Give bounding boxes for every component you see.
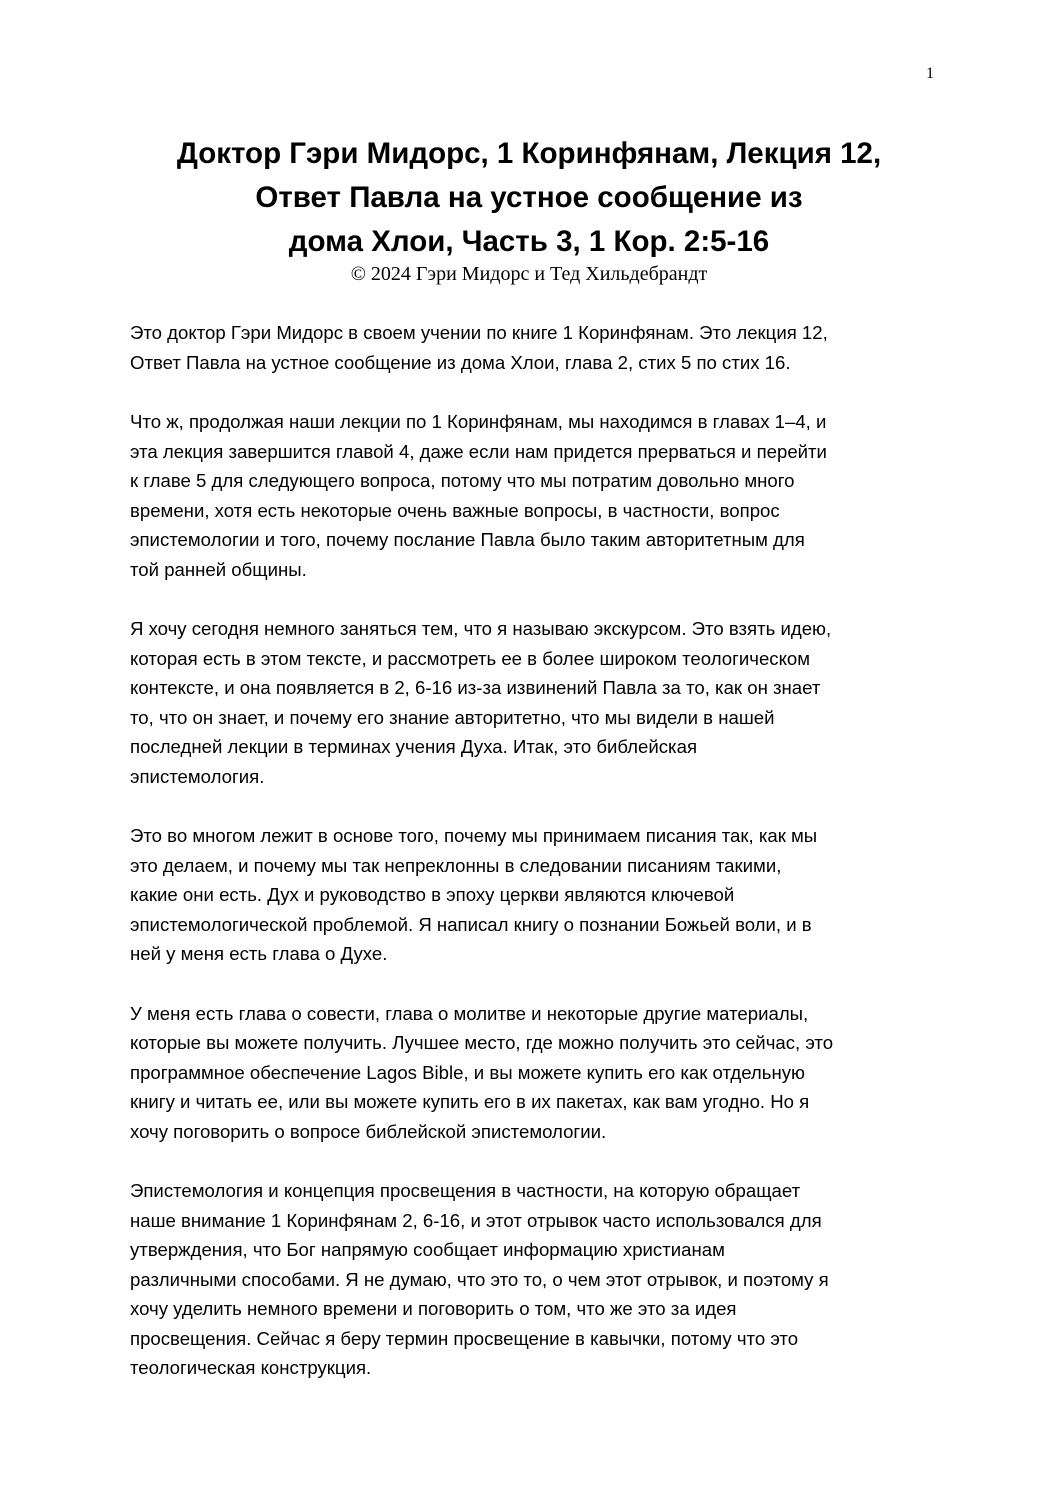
title-line: Доктор Гэри Мидорс, 1 Коринфянам, Лекция 12,: [176, 137, 882, 170]
text-line: эпистемологии и того, почему послание Павла было таким авторитетным для: [130, 529, 805, 550]
text-line: Это во многом лежит в основе того, почему мы принимаем писания так, как мы: [130, 825, 818, 846]
paragraph: [130, 614, 940, 791]
text-line: какие они есть. Дух и руководство в эпоху церкви являются ключевой: [130, 884, 735, 905]
text-line: Ответ Павла на устное сообщение из дома Хлои, глава 2, стих 5 по стих 16.: [130, 351, 791, 373]
text-line: Я хочу сегодня немного заняться тем, что я называю экскурсом. Это взять идею,: [130, 618, 832, 639]
text-line: эпистемология.: [130, 765, 265, 787]
title-block: [80, 132, 978, 286]
text-line: ней у меня есть глава о Духе.: [130, 943, 388, 964]
text-line: к главе 5 для следующего вопроса, потому что мы потратим довольно много: [130, 470, 795, 491]
text-line: Это доктор Гэри Мидорс в своем учении по книге 1 Коринфянам. Это лекция 12,: [130, 322, 828, 343]
text-line: утверждения, что Бог напрямую сообщает информацию христианам: [130, 1239, 725, 1260]
text-line: контексте, и она появляется в 2, 6-16 из-за извинений Павла за то, как он знает: [130, 677, 821, 698]
title-line: Ответ Павла на устное сообщение из: [255, 181, 803, 214]
text-line: последней лекции в терминах учения Духа. Итак, это библейская: [130, 736, 698, 757]
text-line: различными способами. Я не думаю, что это то, о чем этот отрывок, и поэтому я: [130, 1268, 829, 1290]
text-line: эпистемологической проблемой. Я написал книгу о познании Божьей воли, и в: [130, 913, 812, 935]
document-body: [130, 318, 940, 1413]
paragraph: [130, 318, 940, 377]
text-line: наше внимание 1 Коринфянам 2, 6-16, и этот отрывок часто использовался для: [130, 1209, 822, 1231]
text-line: которая есть в этом тексте, и рассмотреть ее в более широком теологическом: [130, 647, 811, 669]
text-line: Что ж, продолжая наши лекции по 1 Коринфянам, мы находимся в главах 1–4, и: [130, 411, 827, 432]
text-line: Эпистемология и концепция просвещения в частности, на которую обращает: [130, 1180, 801, 1201]
text-line: хочу уделить немного времени и поговорить о том, что же это за идея: [130, 1298, 737, 1319]
paragraph: [130, 1176, 940, 1383]
paragraph: [130, 999, 940, 1147]
page-number: 1: [926, 65, 934, 82]
text-line: времени, хотя есть некоторые очень важные вопросы, в частности, вопрос: [130, 499, 780, 521]
text-line: теологическая конструкция.: [130, 1357, 372, 1378]
text-line: книгу и читать ее, или вы можете купить его в их пакетах, как вам угодно. Но я: [130, 1091, 810, 1112]
text-line: программное обеспечение Lagos Bible, и вы можете купить его как отдельную: [130, 1061, 805, 1083]
text-line: это делаем, и почему мы так непреклонны в следовании писаниям такими,: [130, 854, 782, 876]
title-line: дома Хлои, Часть 3, 1 Кор. 2:5-16: [288, 225, 770, 258]
text-line: просвещения. Сейчас я беру термин просвещение в кавычки, потому что это: [130, 1327, 799, 1349]
text-line: которые вы можете получить. Лучшее место, где можно получить это сейчас, это: [130, 1032, 834, 1053]
text-line: У меня есть глава о совести, глава о молитве и некоторые другие материалы,: [130, 1002, 809, 1024]
paragraph: [130, 407, 940, 584]
text-line: хочу поговорить о вопросе библейской эпистемологии.: [130, 1120, 607, 1142]
paragraph: [130, 821, 940, 969]
text-line: той ранней общины.: [130, 558, 307, 580]
text-line: то, что он знает, и почему его знание авторитетно, что мы видели в нашей: [130, 706, 775, 728]
text-line: эта лекция завершится главой 4, даже если нам придется прерваться и перейти: [130, 440, 827, 462]
copyright-notice: © 2024 Гэри Мидорс и Тед Хильдебрандт: [350, 263, 708, 285]
